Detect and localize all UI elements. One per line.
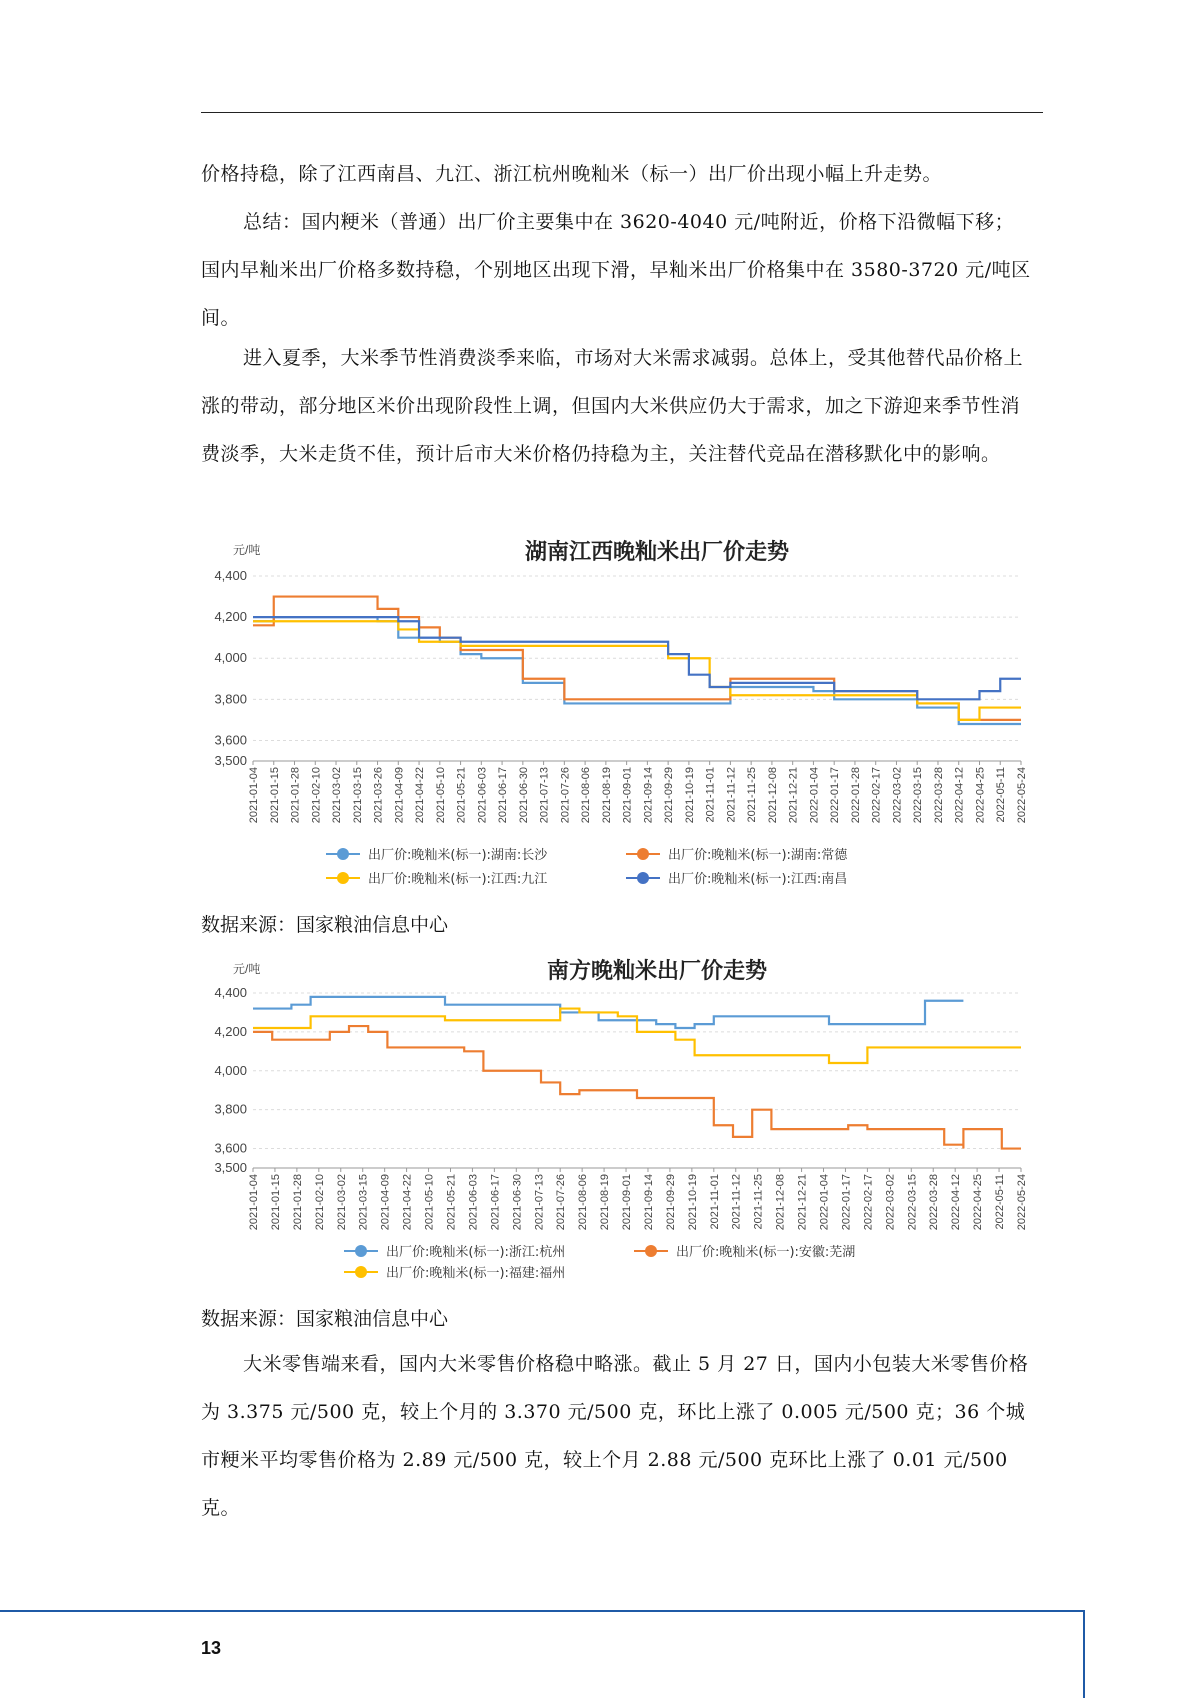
x-tick-label: 2021-06-03 xyxy=(467,1174,480,1231)
y-tick-label: 3,500 xyxy=(214,1160,247,1175)
x-tick-label: 2021-07-26 xyxy=(559,767,572,824)
paragraph-2: 总结：国内粳米（普通）出厂价主要集中在 3620-4040 元/吨附近，价格下沿微幅下移；国内早籼米出厂价格多数持稳，个别地区出现下滑，早籼米出厂价格集中在 3580-3720 元/吨区间。 xyxy=(201,211,1031,329)
y-axis-unit: 元/吨 xyxy=(233,962,261,976)
x-tick-label: 2021-03-02 xyxy=(335,1174,348,1231)
x-tick-label: 2021-10-19 xyxy=(683,767,696,824)
data-source-2: 数据来源：国家粮油信息中心 xyxy=(201,1308,449,1330)
x-tick-label: 2021-08-19 xyxy=(600,767,613,824)
x-tick-label: 2021-11-12 xyxy=(730,1174,743,1230)
x-tick-label: 2022-02-17 xyxy=(870,767,883,824)
legend-marker xyxy=(637,848,649,860)
series-line-1 xyxy=(253,617,1021,724)
y-tick-label: 4,000 xyxy=(214,1062,247,1078)
x-tick-label: 2021-01-15 xyxy=(269,1174,282,1231)
y-tick-label: 4,000 xyxy=(214,650,247,666)
data-source-1: 数据来源：国家粮油信息中心 xyxy=(201,914,449,936)
x-tick-label: 2021-04-22 xyxy=(414,767,427,824)
legend-label: 出厂价:晚籼米(标一):福建:福州 xyxy=(386,1266,566,1281)
x-tick-label: 2022-04-12 xyxy=(950,1174,963,1231)
x-tick-label: 2021-04-09 xyxy=(393,767,406,824)
y-tick-label: 3,800 xyxy=(214,1101,247,1117)
x-tick-label: 2021-08-06 xyxy=(577,1174,590,1231)
y-tick-label: 3,800 xyxy=(214,691,247,707)
x-tick-label: 2022-05-11 xyxy=(995,767,1008,823)
x-tick-label: 2021-09-14 xyxy=(642,1174,655,1231)
x-tick-label: 2022-04-25 xyxy=(972,1174,985,1231)
x-tick-label: 2021-06-30 xyxy=(517,767,530,824)
paragraph-1: 价格持稳，除了江西南昌、九江、浙江杭州晚籼米（标一）出厂价出现小幅上升走势。 xyxy=(201,163,943,185)
x-tick-label: 2021-11-01 xyxy=(704,767,717,823)
x-tick-label: 2022-01-28 xyxy=(849,767,862,824)
legend-marker xyxy=(337,872,349,884)
x-tick-label: 2022-03-02 xyxy=(884,1174,897,1231)
series-line-3 xyxy=(253,1009,1021,1063)
legend-marker xyxy=(637,872,649,884)
legend-marker xyxy=(355,1245,367,1257)
footer-rule xyxy=(0,1610,1084,1612)
x-tick-label: 2022-03-28 xyxy=(932,767,945,824)
paragraph-3: 进入夏季，大米季节性消费淡季来临，市场对大米需求减弱。总体上，受其他替代品价格上涨的带动，部分地区米价出现阶段性上调，但国内大米供应仍大于需求，加之下游迎来季节性消费淡季，大米走货不佳，预计后市大米价格仍持稳为主，关注替代竞品在潜移默化中的影响。 xyxy=(201,347,1024,465)
x-tick-label: 2021-01-28 xyxy=(291,1174,304,1231)
legend-label: 出厂价:晚籼米(标一):湖南:长沙 xyxy=(368,848,548,863)
legend-label: 出厂价:晚籼米(标一):浙江:杭州 xyxy=(386,1245,566,1260)
x-tick-label: 2022-01-17 xyxy=(840,1174,853,1231)
x-tick-label: 2021-09-29 xyxy=(664,1174,677,1231)
series-line-3 xyxy=(253,621,1021,720)
x-tick-label: 2022-05-24 xyxy=(1016,1174,1028,1231)
chart-southern xyxy=(201,948,1031,1288)
y-tick-label: 4,200 xyxy=(214,609,247,625)
y-tick-label: 3,500 xyxy=(214,753,247,768)
legend-label: 出厂价:晚籼米(标一):江西:南昌 xyxy=(668,872,848,887)
x-tick-label: 2021-03-02 xyxy=(331,767,344,824)
x-tick-label: 2021-09-01 xyxy=(621,767,634,824)
x-tick-label: 2021-01-15 xyxy=(268,767,281,824)
x-tick-label: 2021-11-25 xyxy=(746,767,759,823)
x-tick-label: 2022-01-04 xyxy=(818,1174,831,1231)
x-tick-label: 2022-04-25 xyxy=(974,767,987,824)
y-tick-label: 4,400 xyxy=(214,568,247,583)
x-tick-label: 2022-05-24 xyxy=(1016,767,1028,824)
x-tick-label: 2022-05-11 xyxy=(994,1174,1007,1230)
x-tick-label: 2021-02-10 xyxy=(310,767,323,824)
x-tick-label: 2022-01-17 xyxy=(829,767,842,824)
x-tick-label: 2021-09-01 xyxy=(621,1174,634,1231)
x-tick-label: 2021-10-19 xyxy=(686,1174,699,1231)
x-tick-label: 2022-03-15 xyxy=(906,1174,919,1231)
page-number: 13 xyxy=(201,1638,222,1658)
legend-marker xyxy=(337,848,349,860)
x-tick-label: 2021-09-29 xyxy=(663,767,676,824)
x-tick-label: 2021-07-26 xyxy=(555,1174,568,1231)
x-tick-label: 2022-01-04 xyxy=(808,767,821,824)
x-tick-label: 2021-03-15 xyxy=(357,1174,370,1231)
y-tick-label: 3,600 xyxy=(214,732,247,748)
x-tick-label: 2021-05-21 xyxy=(445,1174,458,1231)
series-line-2 xyxy=(253,1026,1021,1149)
x-tick-label: 2021-11-25 xyxy=(752,1174,765,1230)
x-tick-label: 2021-01-28 xyxy=(289,767,302,824)
x-tick-label: 2021-09-14 xyxy=(642,767,655,824)
chart-hunan-jiangxi xyxy=(201,528,1031,898)
x-tick-label: 2021-11-01 xyxy=(708,1174,721,1230)
x-tick-label: 2022-02-17 xyxy=(862,1174,875,1231)
x-tick-label: 2021-08-19 xyxy=(599,1174,612,1231)
x-tick-label: 2021-12-08 xyxy=(774,1174,787,1231)
x-tick-label: 2021-05-10 xyxy=(423,1174,436,1231)
legend-label: 出厂价:晚籼米(标一):湖南:常德 xyxy=(668,848,848,863)
legend-marker xyxy=(355,1266,367,1278)
x-tick-label: 2022-03-28 xyxy=(928,1174,941,1231)
x-tick-label: 2021-07-13 xyxy=(538,767,551,824)
x-tick-label: 2022-03-02 xyxy=(891,767,904,824)
x-tick-label: 2021-07-13 xyxy=(533,1174,546,1231)
x-tick-label: 2021-12-08 xyxy=(766,767,779,824)
x-tick-label: 2021-01-04 xyxy=(248,767,260,824)
chart-title: 南方晚籼米出厂价走势 xyxy=(546,959,768,984)
legend-label: 出厂价:晚籼米(标一):江西:九江 xyxy=(368,872,548,887)
chart-hunan-jiangxi-svg xyxy=(201,528,1031,898)
y-axis-unit: 元/吨 xyxy=(233,543,261,557)
footer-rule-vertical xyxy=(1083,1610,1085,1698)
x-tick-label: 2021-11-12 xyxy=(725,767,738,823)
x-tick-label: 2022-04-12 xyxy=(953,767,966,824)
chart-title: 湖南江西晚籼米出厂价走势 xyxy=(524,540,790,565)
x-tick-label: 2021-12-21 xyxy=(787,767,800,824)
x-tick-label: 2021-06-30 xyxy=(511,1174,524,1231)
paragraph-4: 大米零售端来看，国内大米零售价格稳中略涨。截止 5 月 27 日，国内小包装大米零售价格为 3.375 元/500 克，较上个月的 3.370 元/500 克，环比上涨了 0.005 元/500 克；36 个城市粳米平均零售价格为 2.89 元/500 克，较上个月 2.88 元/500 克环比上涨了 0.01 元/500 克。 xyxy=(201,1353,1029,1519)
x-tick-label: 2021-05-21 xyxy=(455,767,468,824)
legend-label: 出厂价:晚籼米(标一):安徽:芜湖 xyxy=(676,1245,856,1260)
x-tick-label: 2021-01-04 xyxy=(248,1174,260,1231)
header-rule xyxy=(201,112,1043,113)
x-tick-label: 2021-03-15 xyxy=(351,767,364,824)
x-tick-label: 2021-03-26 xyxy=(372,767,385,824)
legend-marker xyxy=(645,1245,657,1257)
x-tick-label: 2021-05-10 xyxy=(434,767,447,824)
y-tick-label: 4,200 xyxy=(214,1023,247,1039)
x-tick-label: 2021-04-22 xyxy=(401,1174,414,1231)
x-tick-label: 2021-06-03 xyxy=(476,767,489,824)
x-tick-label: 2021-08-06 xyxy=(580,767,593,824)
x-tick-label: 2022-03-15 xyxy=(912,767,925,824)
x-tick-label: 2021-06-17 xyxy=(489,1174,502,1231)
y-tick-label: 4,400 xyxy=(214,985,247,1000)
x-tick-label: 2021-06-17 xyxy=(497,767,510,824)
chart-southern-svg xyxy=(201,948,1031,1288)
x-tick-label: 2021-02-10 xyxy=(313,1174,326,1231)
y-tick-label: 3,600 xyxy=(214,1140,247,1156)
x-tick-label: 2021-12-21 xyxy=(796,1174,809,1231)
x-tick-label: 2021-04-09 xyxy=(379,1174,392,1231)
